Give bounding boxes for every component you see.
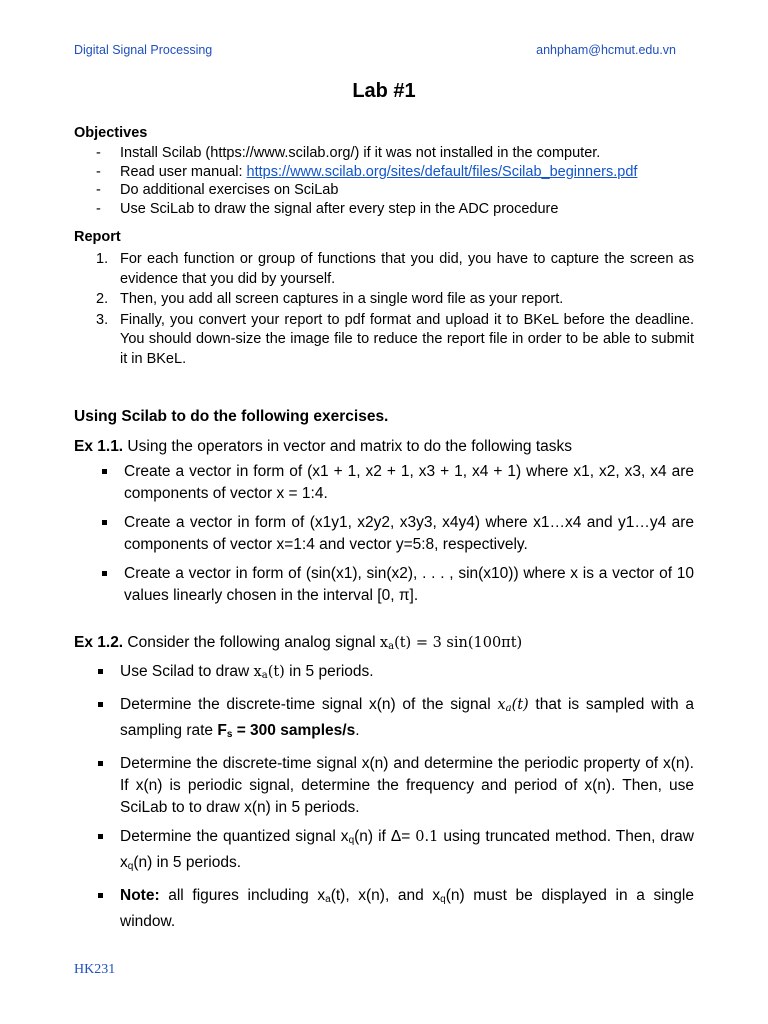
footer-semester: HK231	[74, 962, 116, 977]
exercises-heading: Using Scilab to do the following exercises.	[74, 408, 389, 425]
header-email: anhpham@hcmut.edu.vn	[536, 43, 676, 57]
list-item: Use Scilad to draw $x_a(t)$ in 5 periods.	[74, 661, 694, 687]
list-item: Determine the discrete-time signal x(n) of the signal $x_a(t)$ that is sampled with a sampling rate $F_s = 300$ samples/s.	[74, 694, 694, 746]
header-course: Digital Signal Processing	[74, 43, 213, 57]
list-item: Create a vector in form of (x1 + 1, x2 + 1, x3 + 1, x4 + 1) where x1, x2, x3, x4 are components of vector x = 1:4.	[74, 461, 694, 505]
document-body	[74, 124, 694, 940]
list-item: - Install Scilab (https://www.scilab.org/) if it was not installed in the computer.	[96, 145, 601, 161]
list-item: 2. Then, you add all screen captures in a single word file as your report.	[96, 291, 564, 307]
objectives-list	[74, 144, 694, 218]
list-item: Note: all figures including $x_a(t)$, x(n), and $x_q(n)$ must be displayed in a single window.	[74, 885, 694, 933]
page-title: Lab #1	[352, 80, 416, 102]
list-item: Determine the quantized signal $x_q(n)$ if Δ= 0.1 using truncated method. Then, draw $x_q(n)$ in 5 periods.	[74, 826, 694, 878]
report-heading: Report	[74, 229, 121, 245]
list-item: Create a vector in form of (sin(x1), sin(x2), . . . , sin(x10)) where x is a vector of 10 values linearly chosen in the interval [0, π].	[74, 563, 694, 607]
ex12-list	[74, 661, 694, 933]
list-item: 1. For each function or group of functions that you did, you have to capture the screen as evidence that you did by yourself.	[96, 251, 694, 287]
objectives-heading: Objectives	[74, 125, 148, 141]
report-list	[74, 250, 694, 369]
ex11-heading: Ex 1.1. Using the operators in vector and matrix to do the following tasks	[74, 438, 572, 455]
list-item: - Do additional exercises on SciLab	[96, 182, 339, 198]
manual-link[interactable]: https://www.scilab.org/sites/default/files/Scilab_beginners.pdf	[246, 163, 638, 180]
ex11-list	[74, 461, 694, 607]
list-item: 3. Finally, you convert your report to pdf format and upload it to BKeL before the deadline. You should down-size the image file to reduce the report file in order to be able to submit it in BKeL.	[96, 311, 694, 367]
ex12-heading: Ex 1.2. Consider the following analog signal $x_a(t) = 3$ sin(100πt)	[74, 634, 523, 652]
list-item: Determine the discrete-time signal x(n) and determine the periodic property of x(n). If x(n) is periodic signal, determine the frequency and period of x(n). Then, use SciLab to to draw x(n) in 5 periods.	[74, 753, 694, 819]
list-item: - Read user manual: https://www.scilab.org/sites/default/files/Scilab_beginners.pdf	[96, 163, 638, 180]
list-item: - Use SciLab to draw the signal after every step in the ADC procedure	[96, 200, 559, 217]
list-item: Create a vector in form of (x1y1, x2y2, x3y3, x4y4) where x1…x4 and y1…y4 are components of vector x=1:4 and vector y=5:8, respectively.	[74, 512, 694, 556]
